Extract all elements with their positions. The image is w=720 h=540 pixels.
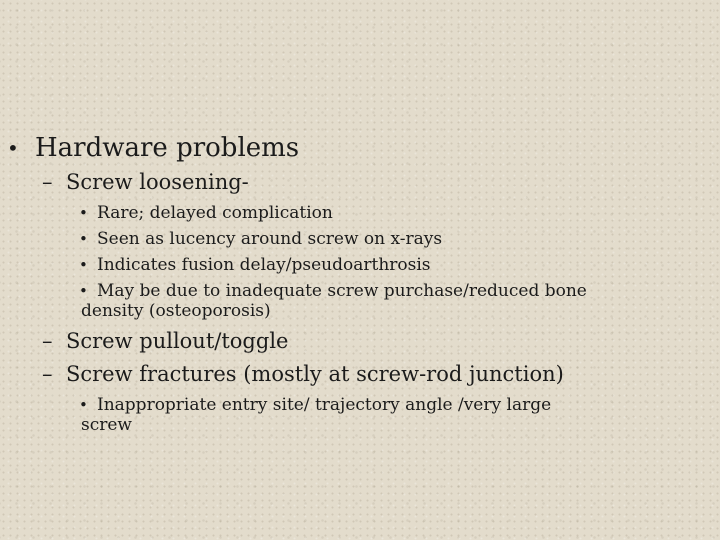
detail-point (0, 229, 720, 249)
subtopic-screw-fractures (0, 359, 720, 389)
detail-text: Indicates fusion delay/pseudoarthrosis (97, 255, 431, 275)
detail-point (0, 203, 720, 223)
detail-text: Seen as lucency around screw on x-rays (97, 229, 443, 249)
slide-content (0, 130, 720, 435)
detail-text: Inappropriate entry site/ trajectory angle /very large (97, 395, 552, 415)
detail-text: May be due to inadequate screw purchase/reduced bone (97, 281, 587, 301)
dash-marker: – (42, 329, 53, 353)
subtopic-screw-loosening (0, 167, 720, 197)
bullet-marker: • (79, 396, 88, 414)
detail-point (0, 395, 720, 435)
subtopic-label: Screw pullout/toggle (66, 329, 289, 353)
detail-point (0, 255, 720, 275)
bullet-marker: • (79, 282, 88, 300)
subtopic-screw-pullout (0, 326, 720, 356)
detail-text-continued: density (osteoporosis) (81, 301, 271, 321)
spacer (0, 321, 720, 325)
detail-text: Rare; delayed complication (97, 203, 333, 223)
bullet-marker: • (79, 204, 88, 222)
subtopic-label: Screw fractures (mostly at screw-rod junction) (66, 362, 564, 386)
bullet-marker: • (7, 136, 19, 160)
detail-text-continued: screw (81, 415, 132, 435)
bullet-marker: • (79, 256, 88, 274)
subtopic-label: Screw loosening- (66, 170, 249, 194)
bullet-marker: • (79, 230, 88, 248)
detail-point (0, 281, 720, 321)
main-bullet (0, 130, 720, 166)
main-heading: Hardware problems (35, 133, 300, 163)
dash-marker: – (42, 362, 53, 386)
dash-marker: – (42, 170, 53, 194)
